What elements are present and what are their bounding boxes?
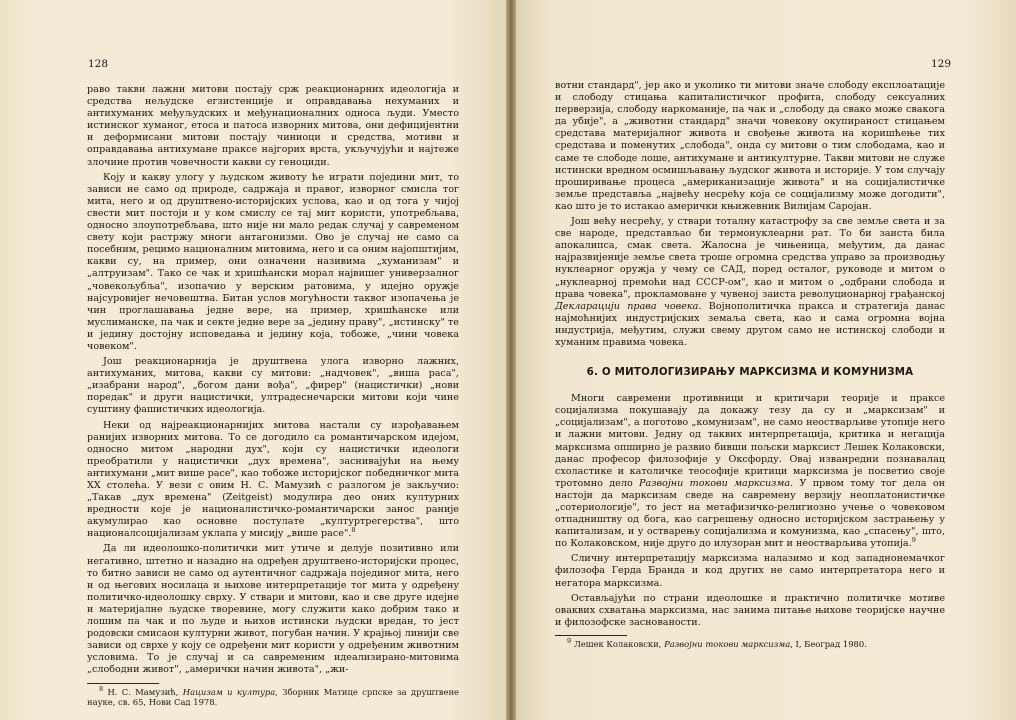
paragraph-text: . Војнополитичка пракса и стратегија данас најмоћнијих индустријских земаља света, као и сама огромна војна индустрија, међутим, служи свему другом само не истинској слободи и хуманим правима човека. xyxy=(555,300,945,348)
paragraph xyxy=(87,420,459,541)
footnote-mark: 8 xyxy=(99,684,104,693)
left-text-column xyxy=(87,84,459,708)
paragraph-text: . У првом тому тог дела он настоји да марксизам сведе на савремену верзију неоплатонистичке „сотериологије", то јест на метафизичко-религиозно учење о човековом отпадништву од бога, као сагрешењу односно историјском застрањењу у капитализам, и у остварењу социјализма и комунизма, као „спасењу", што, по Колаковском, није друго до илузоран мит и неостварљива утопија. xyxy=(555,477,946,550)
paragraph-text: Неки од најреакционарнијих митова настали су изрођавањем ранијих изворних митова. То се догодило са романтичарском идејом, односно митом „народни дух", који су нацистички идеологи преобратили у нацистички „дух времена", заснивајући на њему антихумани „мит више расе", као тобоже историјског победничког мита XX столећа. У вези с овим Н. С. Мамузић с разлогом је закључио: „Такав „дух времена" (Zeitgeist) модулира део оних културних вредности које је националистичко-романтичарски занос раније акумулирао као основне постулате „културтрегерства", што националсоцијализам уклапа у мисију „више расе". xyxy=(87,419,459,540)
footnote-rule xyxy=(555,635,627,636)
footnote-ref: 8 xyxy=(351,526,356,535)
paragraph xyxy=(555,216,945,349)
footnote xyxy=(87,684,460,708)
footnote-title: Нацизам и култура xyxy=(182,686,276,697)
paragraph: Сличну интерпретацију марксизма налазимо и код западнонемачког филозофа Герда Бранда и код других не само интерпретатора него и негатора марксизма. xyxy=(555,553,945,589)
footnote-author: Н. С. Мамузић, xyxy=(107,686,183,697)
book-gutter xyxy=(506,0,516,720)
paragraph: Да ли идеолошко-политички мит утиче и делује позитивно или негативно, штетно и назадно на одређен друштвено-историјски процес, то битно зависи не само од аутентичног садржаја појединог мита, него и од његових носилаца и њихове интерпретације тог мита у одређену политичко-идеолошку сврху. У ствари и митови, као и све друге идејне и материјалне људске творевине, могу служити како добрим тако и лошим па чак и по људе и њихов истински људски вредан, то јест родовски смисаон културни живот, погубан начин. У крајњој линији све зависи од сврхе у коју се одређени мит користи у одређеним животним условима. То је случај и са савременим идеализирано-митовима „слободни живот", „амерички начин живота", „жи- xyxy=(87,543,459,676)
footnote-rest: , I, Београд 1980. xyxy=(790,638,867,649)
page-number-left: 128 xyxy=(88,58,109,70)
paragraph-text: Још већу несрећу, у ствари тоталну катастрофу за све земље света и за све народе, представљао би термонуклеарни рат. То би заиста била апокалипса, смак света. Жалосна је чињеница, међутим, да данас најразвијеније земље света троше огромна средства управо за производњу нуклеарног оружја у чему се САД, поред осталог, руководе и митом о „нуклеарној премоћи над СССР-ом", као и митом о „одбрани слобода и права човека", прокламоване у чувеној заиста револуционарној грађанској xyxy=(555,216,945,300)
page-number-right: 129 xyxy=(931,58,952,70)
footnote-rest: , Зборник Матице српске за друштвене науке, св. 65, Нови Сад 1978. xyxy=(87,686,460,707)
footnote-ref: 9 xyxy=(911,536,916,545)
footnote-author: Лешек Колаковски, xyxy=(573,638,665,649)
right-page xyxy=(510,0,1016,720)
paragraph: Још реакционарнија је друштвена улога изворно лажних, антихуманих, митова, какви су митови: „надчовек", „виша раса", „изабрани народ", „богом дани вођа", „фирер" (нацистички) „нови поредак" и други нацистички, ултрадеснечарски митови који чине суштину фашистичких идеологија. xyxy=(87,356,459,416)
footnote-rule xyxy=(87,683,159,684)
paragraph: вотни стандард", јер ако и уколико ти митови значе слободу експлоатације и слободу стицања капиталистичког профита, слободу сексуалних перверзија, слободу наркоманије, па чак и „слободу да свако може свакога да убије", а „животни стандард" значи човекову окупираност стицањем средстава материјалног живота и свођење живота на коришћење тих средстава и поменутих „слобода", онда су митови о тим слободама, као и саме те слободе лоше, антихумане и антикултурне. Такви митови не служе истински вредном осмишљавању људског живота и историје. У том случају проширивање процеса „американизације живота" и на социјалистичке земље представља „највећу несрећу која се социјализму може догодити", као што је то истакао амерички књижевник Вилијам Саројан. xyxy=(555,80,945,212)
paragraph: раво такви лажни митови постају срж реакционарних идеологија и средства нељудске егзистенције и оправдавања нехуманих и антихуманих међуљудских и међунационалних односа људи. Уместо истинског хуманог, етоса и патоса изворних митова, они дефицијентни и деформисани митови постају чиниоци и средства, мотиви и оправдавања антихумане праксе најгорих врста, укључујући и најтеже злочине против човечности какви су геноциди. xyxy=(87,84,459,168)
paragraph-text: Многи савремени противници и критичари теорије и праксе социјализма покушавају да докажу тезу да су и „марксизам" и „социјализам", а поготово „комунизам", не само неостварљиве утопије него и лажни митови. Једну од таквих интерпретација, критика и негација марксизма опширно је развио бивши пољски марксист Лешек Колаковски, данас професор филозофије у Оксфорду. Овај изванредни познавалац схоластике и католичке теософије критици марксизма је посветио своје тротомно дело xyxy=(555,393,945,489)
section-heading: 6. О МИТОЛОГИЗИРАЊУ МАРКСИЗМА И КОМУНИЗМА xyxy=(586,366,914,379)
footnote-title: Развојни токови марксизма xyxy=(664,638,791,649)
footnote xyxy=(555,639,945,650)
italic-title: Декларацији права човека xyxy=(555,300,699,312)
paragraph xyxy=(555,393,945,550)
paragraph: Остављајући по страни идеолошке и практично политичке мотиве оваквих схватања марксизма, нас занима питање њихове теоријске научне и филозофске заснованости. xyxy=(555,592,945,628)
paragraph: Коју и какву улогу у људском животу ће играти поједини мит, то зависи не само од природе, садржаја и правог, изворног смисла тог мита, него и од друштвено-историјских услова, као и од тога у чијој свести мит постоји и у ком смислу се тај мит користи, употребљава, односно злоупотребљава, што није ни мало редак случај у савременом свету који растржу многи антагонизми. Ово је случај не само са посебним, рецимо националним митовима, него и са оним најопштијим, какви су, на пример, они означени називима „хуманизам" и „алтруизам". Тако се чак и хришћански морал највишег универзалног „човекољубља", изопачио у верским ратовима, у идејно оружје најсуровијег нечовештва. Битан услов могућности таквог изопачења је чин проглашавања једне вере, на пример, хришћанске или муслиманске, па чак и секте једне вере за „једину праву", „истинску" те и једину достојну исповедања и једину која, тобоже, „чини човека човеком". xyxy=(87,171,459,352)
footnote-mark: 9 xyxy=(567,637,572,646)
italic-title: Развојни токови марксизма xyxy=(639,477,791,489)
right-text-column xyxy=(555,80,945,649)
